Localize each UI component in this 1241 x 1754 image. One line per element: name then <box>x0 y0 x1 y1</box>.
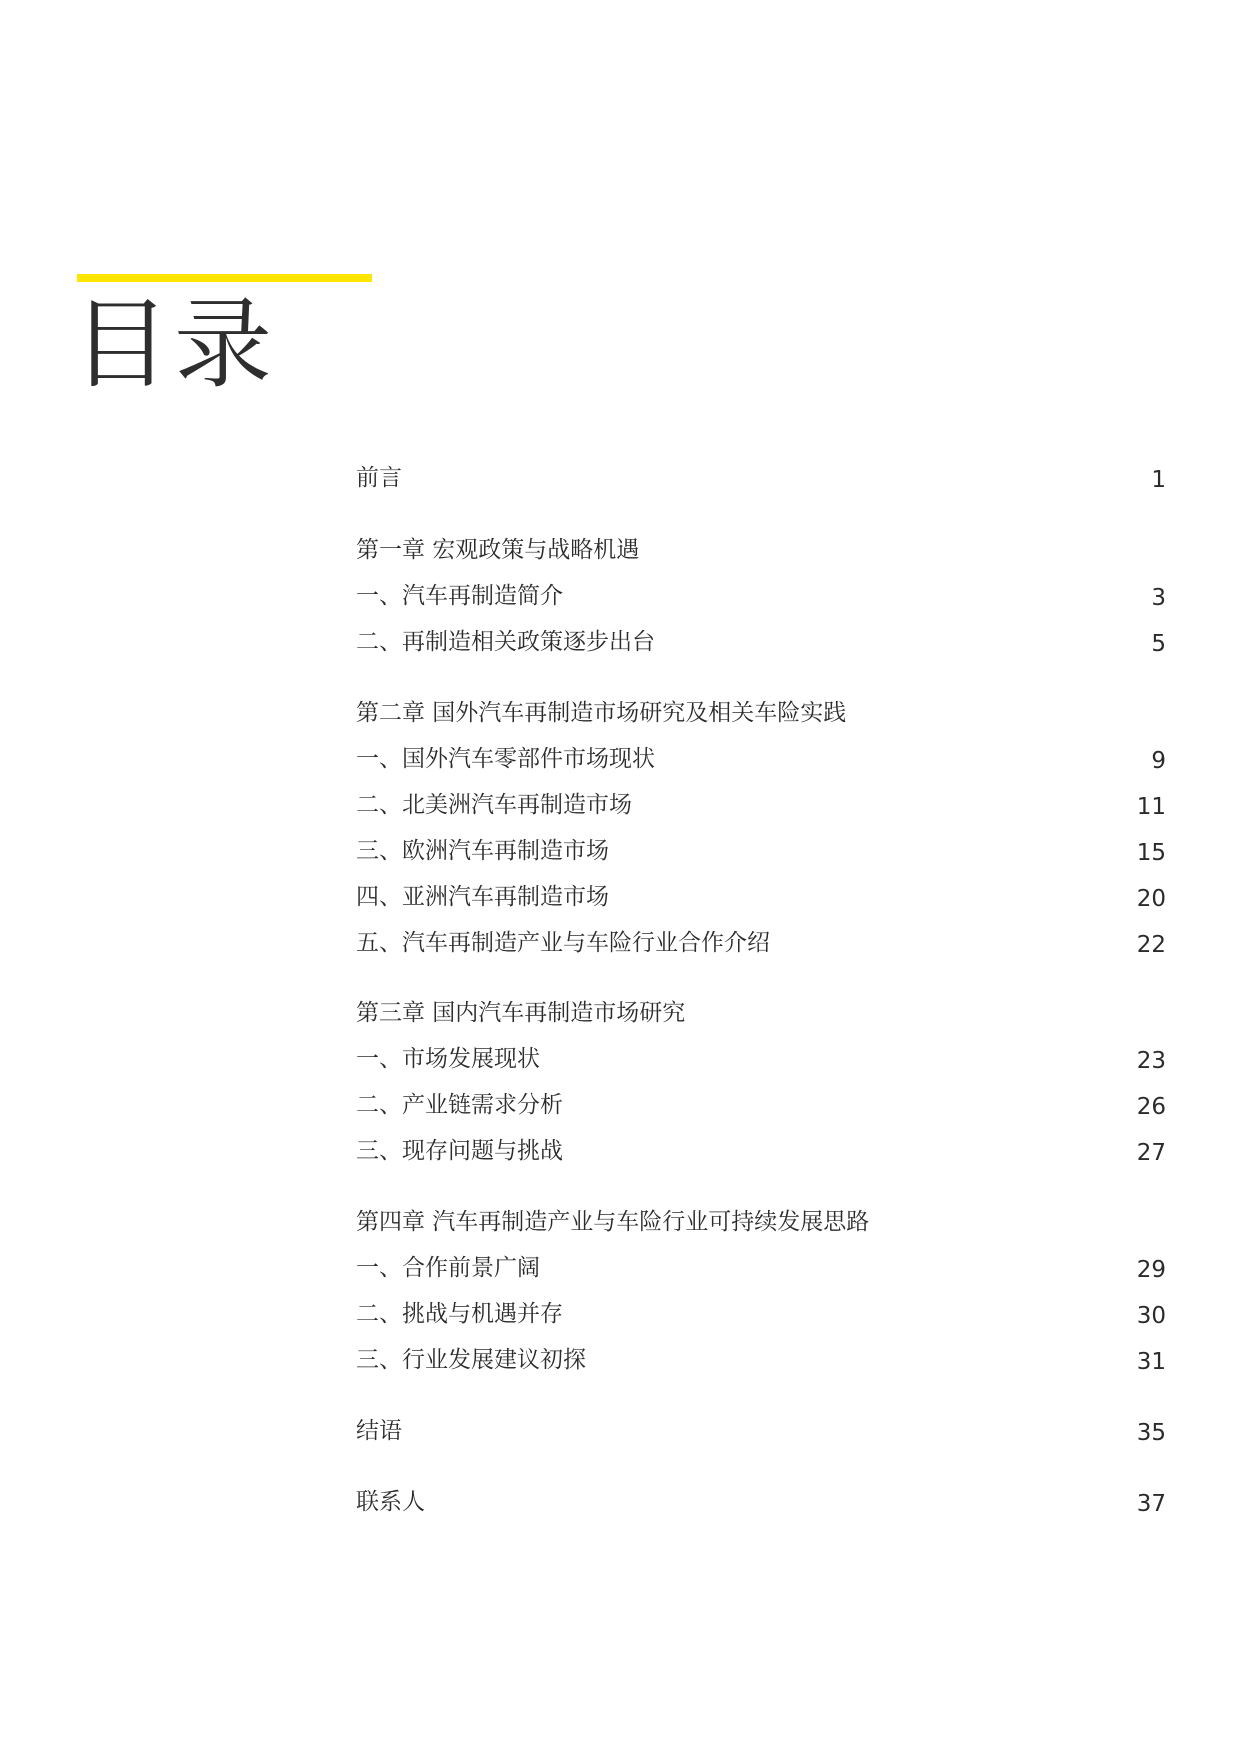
toc-entry-label: 四、亚洲汽车再制造市场 <box>356 884 609 910</box>
toc-entry-conclusion[interactable] <box>356 1414 1166 1448</box>
toc-entry-page: 26 <box>1136 1094 1166 1120</box>
toc-entry-page: 27 <box>1136 1140 1166 1166</box>
toc-entry-page: 37 <box>1136 1491 1166 1517</box>
toc-entry-page: 1 <box>1151 467 1166 493</box>
toc-entry-ch1-s2[interactable] <box>356 625 1166 659</box>
toc-entry-label: 三、现存问题与挑战 <box>356 1138 563 1164</box>
toc-entry-label: 三、欧洲汽车再制造市场 <box>356 838 609 864</box>
toc-entry-label: 一、合作前景广阔 <box>356 1255 540 1281</box>
toc-entry-label: 二、产业链需求分析 <box>356 1092 563 1118</box>
toc-chapter-label: 第三章 国内汽车再制造市场研究 <box>356 1000 686 1026</box>
toc-entry-ch2-s2[interactable] <box>356 788 1166 822</box>
toc-entry-ch3-s1[interactable] <box>356 1042 1166 1076</box>
toc-entry-page: 5 <box>1151 631 1166 657</box>
toc-chapter-1[interactable] <box>356 533 1166 567</box>
toc-entry-page: 29 <box>1136 1257 1166 1283</box>
toc-entry-page: 22 <box>1136 932 1166 958</box>
toc-entry-label: 一、汽车再制造简介 <box>356 583 563 609</box>
toc-entry-ch3-s2[interactable] <box>356 1088 1166 1122</box>
toc-entry-label: 五、汽车再制造产业与车险行业合作介绍 <box>356 930 770 956</box>
toc-chapter-label: 第二章 国外汽车再制造市场研究及相关车险实践 <box>356 700 847 726</box>
toc-entry-page: 23 <box>1136 1048 1166 1074</box>
toc-entry-ch2-s5[interactable] <box>356 926 1166 960</box>
toc-entry-page: 20 <box>1136 886 1166 912</box>
toc-entry-preface[interactable] <box>356 461 1166 495</box>
toc-entry-label: 二、再制造相关政策逐步出台 <box>356 629 655 655</box>
toc-entry-page: 31 <box>1136 1349 1166 1375</box>
toc-entry-page: 30 <box>1136 1303 1166 1329</box>
toc-chapter-4[interactable] <box>356 1205 1166 1239</box>
toc-chapter-2[interactable] <box>356 696 1166 730</box>
toc-entry-label: 一、国外汽车零部件市场现状 <box>356 746 655 772</box>
toc-entry-label: 联系人 <box>356 1489 425 1515</box>
toc-entry-label: 二、挑战与机遇并存 <box>356 1301 563 1327</box>
accent-bar <box>77 274 372 282</box>
toc-entry-page: 11 <box>1136 794 1166 820</box>
toc-entry-contacts[interactable] <box>356 1485 1166 1519</box>
toc-entry-page: 35 <box>1136 1420 1166 1446</box>
toc-entry-page: 9 <box>1151 748 1166 774</box>
toc-entry-ch2-s3[interactable] <box>356 834 1166 868</box>
toc-chapter-3[interactable] <box>356 996 1166 1030</box>
toc-entry-ch4-s2[interactable] <box>356 1297 1166 1331</box>
toc-entry-ch1-s1[interactable] <box>356 579 1166 613</box>
toc-entry-page: 15 <box>1136 840 1166 866</box>
toc-entry-ch4-s1[interactable] <box>356 1251 1166 1285</box>
page-title: 目录 <box>72 288 277 402</box>
toc-chapter-label: 第四章 汽车再制造产业与车险行业可持续发展思路 <box>356 1209 870 1235</box>
toc-entry-label: 三、行业发展建议初探 <box>356 1347 586 1373</box>
toc-entry-label: 二、北美洲汽车再制造市场 <box>356 792 632 818</box>
toc-entry-ch2-s1[interactable] <box>356 742 1166 776</box>
toc-entry-ch4-s3[interactable] <box>356 1343 1166 1377</box>
toc-entry-ch2-s4[interactable] <box>356 880 1166 914</box>
toc-chapter-label: 第一章 宏观政策与战略机遇 <box>356 537 640 563</box>
toc-entry-page: 3 <box>1151 585 1166 611</box>
toc-entry-ch3-s3[interactable] <box>356 1134 1166 1168</box>
toc-entry-label: 前言 <box>356 465 402 491</box>
toc-entry-label: 一、市场发展现状 <box>356 1046 540 1072</box>
toc-entry-label: 结语 <box>356 1418 402 1444</box>
